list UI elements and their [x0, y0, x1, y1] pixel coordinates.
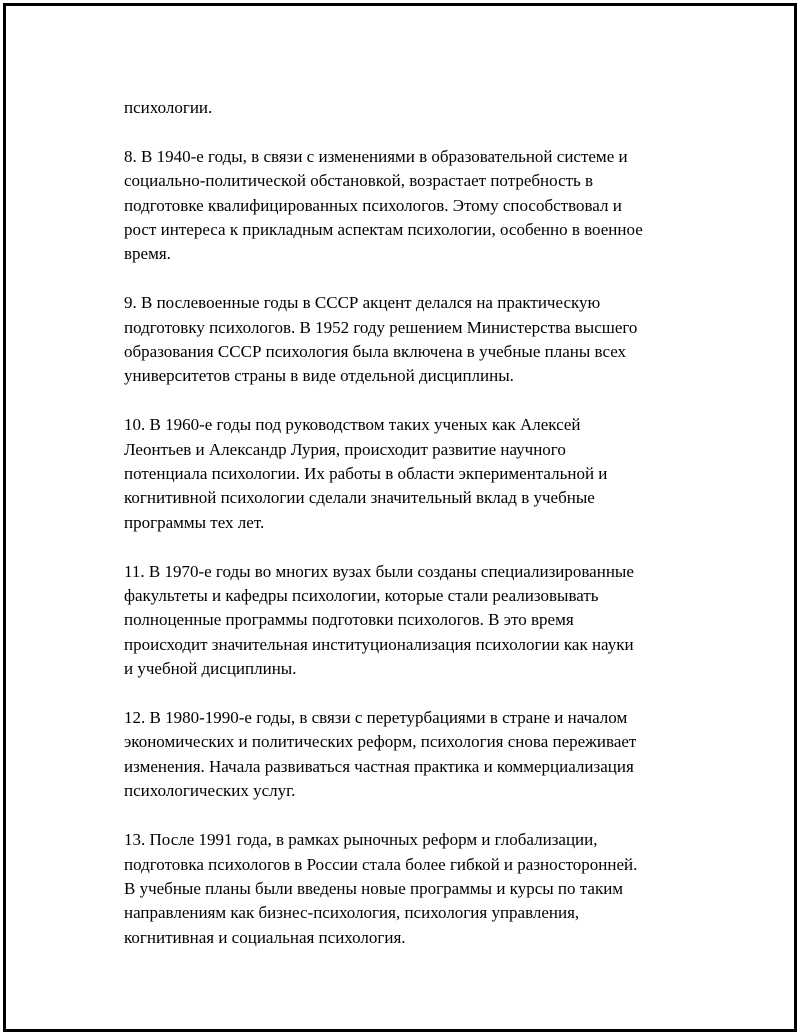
text-line: подготовке квалифицированных психологов. Этому способствовал и	[124, 195, 622, 215]
text-line: полноценные программы подготовки психологов. В это время	[124, 610, 574, 630]
text-line: университетов страны в виде отдельной дисциплины.	[124, 366, 514, 386]
text-line: экономических и политических реформ, психология снова переживает	[124, 732, 637, 752]
text-line: психологических услуг.	[124, 781, 296, 801]
page-body	[124, 96, 704, 975]
text-line: образования СССР психология была включена в учебные планы всех	[124, 342, 627, 362]
text-line: 11. В 1970-е годы во многих вузах были созданы специализированные	[124, 561, 634, 581]
paragraph-10	[124, 413, 704, 535]
text-line: происходит значительная институционализация психологии как науки	[124, 634, 634, 654]
text-line: 10. В 1960-е годы под руководством таких ученых как Алексей	[124, 415, 581, 435]
paragraph-continuation	[124, 96, 704, 120]
text-line: когнитивной психологии сделали значительный вклад в учебные	[124, 488, 595, 508]
paragraph-12	[124, 706, 704, 804]
text-line: время.	[124, 244, 171, 264]
text-line: 13. После 1991 года, в рамках рыночных реформ и глобализации,	[124, 830, 598, 850]
text-line: подготовка психологов в России стала более гибкой и разносторонней.	[124, 854, 638, 874]
page-frame	[3, 3, 797, 1032]
text-line: В учебные планы были введены новые программы и курсы по таким	[124, 878, 624, 898]
text-line: и учебной дисциплины.	[124, 659, 297, 679]
text-line: направлениям как бизнес-психология, психология управления,	[124, 903, 580, 923]
text-line: изменения. Начала развиваться частная практика и коммерциализация	[124, 756, 634, 776]
text-line: когнитивная и социальная психология.	[124, 927, 406, 947]
text-line: психологии.	[124, 98, 213, 117]
text-line: Леонтьев и Александр Лурия, происходит развитие научного	[124, 439, 566, 459]
paragraph-11	[124, 560, 704, 682]
text-line: факультеты и кафедры психологии, которые стали реализовывать	[124, 586, 599, 606]
paragraph-9	[124, 291, 704, 389]
text-line: подготовку психологов. В 1952 году решением Министерства высшего	[124, 317, 638, 337]
text-line: потенциала психологии. Их работы в области экпериментальной и	[124, 464, 608, 484]
text-line: 12. В 1980-1990-е годы, в связи с перетурбациями в стране и началом	[124, 708, 628, 728]
text-line: 9. В послевоенные годы в СССР акцент делался на практическую	[124, 293, 601, 313]
paragraph-8	[124, 145, 704, 267]
text-line: рост интереса к прикладным аспектам психологии, особенно в военное	[124, 220, 643, 240]
text-line: 8. В 1940-е годы, в связи с изменениями в образовательной системе и	[124, 146, 628, 166]
paragraph-13	[124, 828, 704, 950]
text-line: программы тех лет.	[124, 512, 265, 532]
text-line: социально-политической обстановкой, возрастает потребность в	[124, 171, 594, 191]
